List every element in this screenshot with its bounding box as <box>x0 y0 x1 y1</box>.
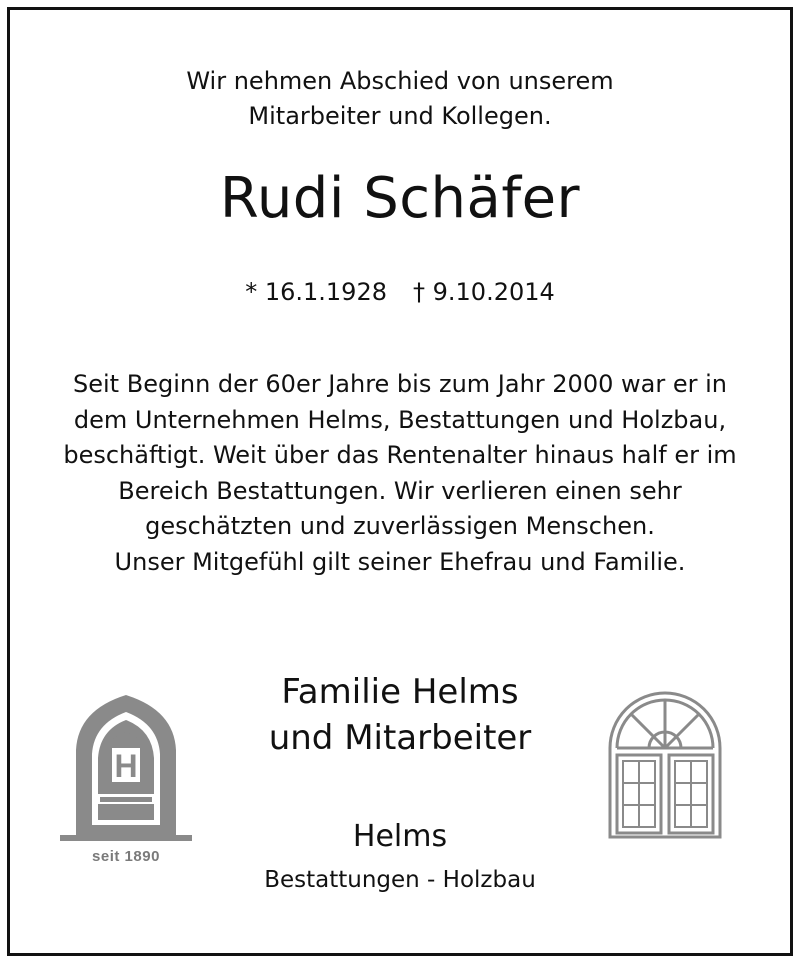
tribute-line: geschätzten und zuverlässigen Menschen. <box>145 512 655 540</box>
logo-label: seit 1890 <box>92 848 160 865</box>
company-tagline: Bestattungen - Holzbau <box>264 867 536 893</box>
intro-line-2: Mitarbeiter und Kollegen. <box>248 102 552 130</box>
intro-text <box>0 64 800 134</box>
tribute-line: beschäftigt. Weit über das Rentenalter hinaus half er im <box>63 441 737 469</box>
logo-letter: H <box>114 748 138 784</box>
tribute-line: Bereich Bestattungen. Wir verlieren einen sehr <box>118 476 682 505</box>
intro-line-1: Wir nehmen Abschied von unserem <box>186 67 614 95</box>
life-dates <box>0 276 800 308</box>
tribute-line: Unser Mitgefühl gilt seiner Ehefrau und Familie. <box>114 547 686 576</box>
deceased-name: Rudi Schäfer <box>219 166 581 231</box>
arched-window-icon <box>607 690 723 840</box>
death-date: † 9.10.2014 <box>413 278 555 306</box>
tribute-text <box>0 367 800 580</box>
tribute-line: dem Unternehmen Helms, Bestattungen und Holzbau, <box>73 405 727 434</box>
tribute-line: Seit Beginn der 60er Jahre bis zum Jahr 2000 war er in <box>73 370 727 398</box>
signature-line-2: und Mitarbeiter <box>268 718 532 758</box>
signature-line-1: Familie Helms <box>281 672 519 712</box>
company-name: Helms <box>352 819 448 854</box>
birth-date: * 16.1.1928 <box>245 278 387 306</box>
